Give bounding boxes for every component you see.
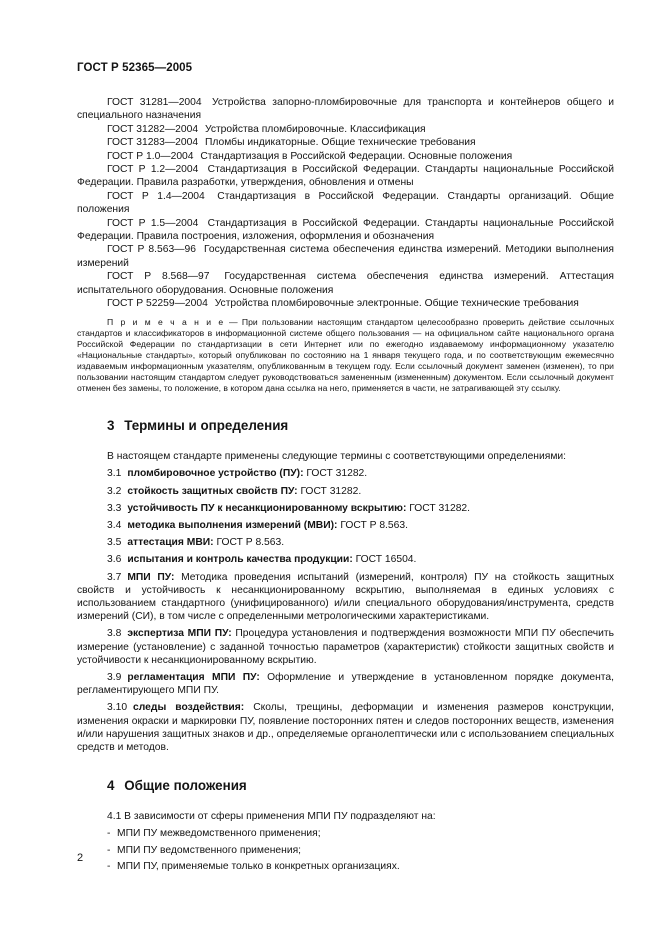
reference-title: Стандартизация в Российской Федерации. Стандарты национальные Российской Федерации. Правила построения, изложения, оформления и обозначения (77, 217, 615, 243)
term-definition-text: ГОСТ Р 8.563. (213, 537, 285, 549)
term-name: следы воздействия: (133, 702, 245, 714)
term-number: 3.5 (107, 537, 122, 549)
reference-code: ГОСТ 31283—2004 (107, 137, 199, 149)
note-label: П р и м е ч а н и е (107, 316, 225, 327)
page-number: 2 (77, 852, 84, 864)
reference-code: ГОСТ Р 52259—2004 (107, 298, 208, 310)
reference-title: Пломбы индикаторные. Общие технические требования (204, 137, 476, 149)
reference-title: Стандартизация в Российской Федерации. Стандарты организаций. Общие положения (77, 190, 614, 216)
section-number: 3 (107, 418, 115, 434)
term-definition-text: ГОСТ 31282. (406, 502, 471, 514)
reference-title: Устройства пломбировочные электронные. Общие технические требования (214, 298, 579, 310)
reference-item (77, 217, 614, 244)
term-name: пломбировочное устройство (ПУ): (127, 468, 304, 480)
reference-code: ГОСТ Р 1.4—2004 (107, 190, 205, 202)
page-content (77, 96, 614, 876)
reference-item (77, 150, 614, 163)
list-item-text: МПИ ПУ межведомственного применения; (117, 828, 321, 840)
term-name: регламентация МПИ ПУ: (127, 672, 260, 683)
term-number: 3.1 (107, 468, 122, 480)
term-definition (77, 671, 614, 697)
reference-code: ГОСТ Р 1.0—2004 (107, 150, 194, 162)
list-item-text: МПИ ПУ, применяемые только в конкретных организациях. (117, 860, 400, 872)
reference-title: Государственная система обеспечения единства измерений. Методики выполнения измерений (77, 244, 614, 269)
list-item (107, 844, 614, 857)
section-title: Термины и определения (124, 418, 289, 434)
reference-item (77, 270, 614, 297)
term-number: 3.8 (107, 628, 122, 640)
normative-references (77, 96, 614, 311)
term-definition-text: Сколы, трещины, деформации и изменения размеров конструкции, изменения окраски и маркировки ПУ, появление посторонних пятен и следов посторонних веществ, изменения и/или нарушения защитных знаков и др., определяемые органолептически или с использованием специальных средств и методов. (77, 702, 614, 754)
section-title: Общие положения (124, 778, 247, 794)
term-definition-text: Методика проведения испытаний (измерений, контроля) ПУ на стойкость защитных свойств и устойчивость к несанкционированному вскрытию, выполняемая в единых условиях с использованием стандартного (унифицированного) и/или специального оборудования/инструмента, средств измерений (СИ), в том числе с определенными метрологическими характеристиками. (77, 571, 615, 623)
reference-item (77, 297, 614, 310)
reference-title: Стандартизация в Российской Федерации. Основные положения (200, 150, 513, 162)
term-definition (77, 627, 614, 667)
reference-title: Стандартизация в Российской Федерации. Стандарты национальные Российской Федерации. Правила разработки, утверждения, обновления и отмены (77, 164, 615, 189)
term-number: 3.10 (107, 702, 128, 714)
term-number: 3.2 (107, 485, 122, 497)
section-3-heading (107, 418, 614, 434)
list-item-text: МПИ ПУ ведомственного применения; (117, 844, 302, 856)
reference-code: ГОСТ Р 1.5—2004 (107, 217, 199, 229)
references-note (77, 317, 614, 395)
application-scope-list (77, 827, 614, 873)
dash-bullet: - (107, 828, 111, 840)
section-4-body (77, 810, 614, 873)
term-number: 3.7 (107, 571, 122, 583)
reference-code: ГОСТ 31281—2004 (107, 97, 202, 108)
term-name: МПИ ПУ: (127, 571, 175, 583)
reference-item (77, 243, 614, 270)
term-definition-text: ГОСТ 31282. (303, 468, 368, 480)
term-name: устойчивость ПУ к несанкционированному вскрытию: (127, 502, 407, 514)
term-definition (77, 536, 614, 549)
section-3-body (77, 450, 614, 754)
term-number: 3.9 (107, 672, 122, 683)
term-number: 3.4 (107, 519, 122, 531)
clause-4-1: 4.1 В зависимости от сферы применения МПИ ПУ подразделяют на: (107, 811, 436, 823)
reference-title: Устройства пломбировочные. Классификация (204, 123, 426, 135)
reference-item (77, 163, 614, 190)
term-definition (77, 467, 614, 480)
term-name: испытания и контроль качества продукции: (127, 554, 353, 566)
term-name: методика выполнения измерений (МВИ): (127, 519, 338, 531)
reference-code: ГОСТ 31282—2004 (107, 123, 199, 135)
term-name: экспертиза МПИ ПУ: (127, 628, 232, 640)
term-definition (77, 701, 614, 754)
term-definition-text: ГОСТ 16504. (352, 554, 417, 566)
section-3-intro: В настоящем стандарте применены следующие термины с соответствующими определениями: (107, 451, 567, 463)
reference-title: Устройства запорно-пломбировочные для транспорта и контейнеров общего и специального назначения (77, 97, 614, 122)
reference-item (77, 96, 614, 123)
term-definition-text: Оформление и утверждение в установленном порядке документа, регламентирующего МПИ ПУ. (77, 672, 614, 697)
term-number: 3.6 (107, 554, 122, 566)
term-definition (77, 553, 614, 566)
reference-code: ГОСТ Р 1.2—2004 (107, 164, 199, 176)
dash-bullet: - (107, 860, 111, 872)
page-header-doc-code: ГОСТ Р 52365—2005 (77, 62, 193, 74)
reference-code: ГОСТ Р 8.563—96 (107, 244, 196, 256)
reference-title: Государственная система обеспечения единства измерений. Аттестация испытательного оборудования. Основные положения (77, 271, 614, 296)
reference-item (77, 190, 614, 217)
note-text: — При пользовании настоящим стандартом целесообразно проверить действие ссылочных стандартов и классификаторов в информационной системе общего пользования — на официальном сайте национального органа Российской Федерации по стандартизации в сети Интернет или по ежегодно издаваемому информационному указателю «Национальные стандарты», который опубликован по состоянию на 1 января текущего года, и по соответствующим ежемесячно издаваемым информационным указателям, опубликованным в текущем году. Если ссылочный документ заменен (изменен), то при пользовании настоящим стандартом следует руководствоваться замененным (измененным) документом. Если ссылочный документ отменен без замены, то положение, в котором дана ссылка на него, применяется в части, не затрагивающей эту ссылку. (77, 316, 615, 394)
term-definition-text: ГОСТ 31282. (297, 485, 362, 497)
term-name: стойкость защитных свойств ПУ: (127, 485, 298, 497)
list-item (107, 860, 614, 873)
term-definition-text: ГОСТ Р 8.563. (337, 519, 408, 531)
list-item (107, 827, 614, 840)
dash-bullet: - (107, 844, 111, 856)
term-name: аттестация МВИ: (127, 537, 214, 549)
reference-item (77, 136, 614, 149)
term-definition (77, 519, 614, 532)
section-4-heading (107, 778, 614, 794)
section-number: 4 (107, 778, 115, 794)
term-definition (77, 485, 614, 498)
term-definition-text: Процедура установления и подтверждения возможности МПИ ПУ обеспечить измерение (установление) с заданной точностью параметров (характеристик) стойкости защитных свойств и устойчивости к несанкционированному вскрытию. (77, 628, 614, 666)
reference-code: ГОСТ Р 8.568—97 (107, 271, 210, 283)
reference-item (77, 123, 614, 136)
term-number: 3.3 (107, 502, 122, 514)
term-definition (77, 502, 614, 515)
term-definition (77, 571, 614, 624)
